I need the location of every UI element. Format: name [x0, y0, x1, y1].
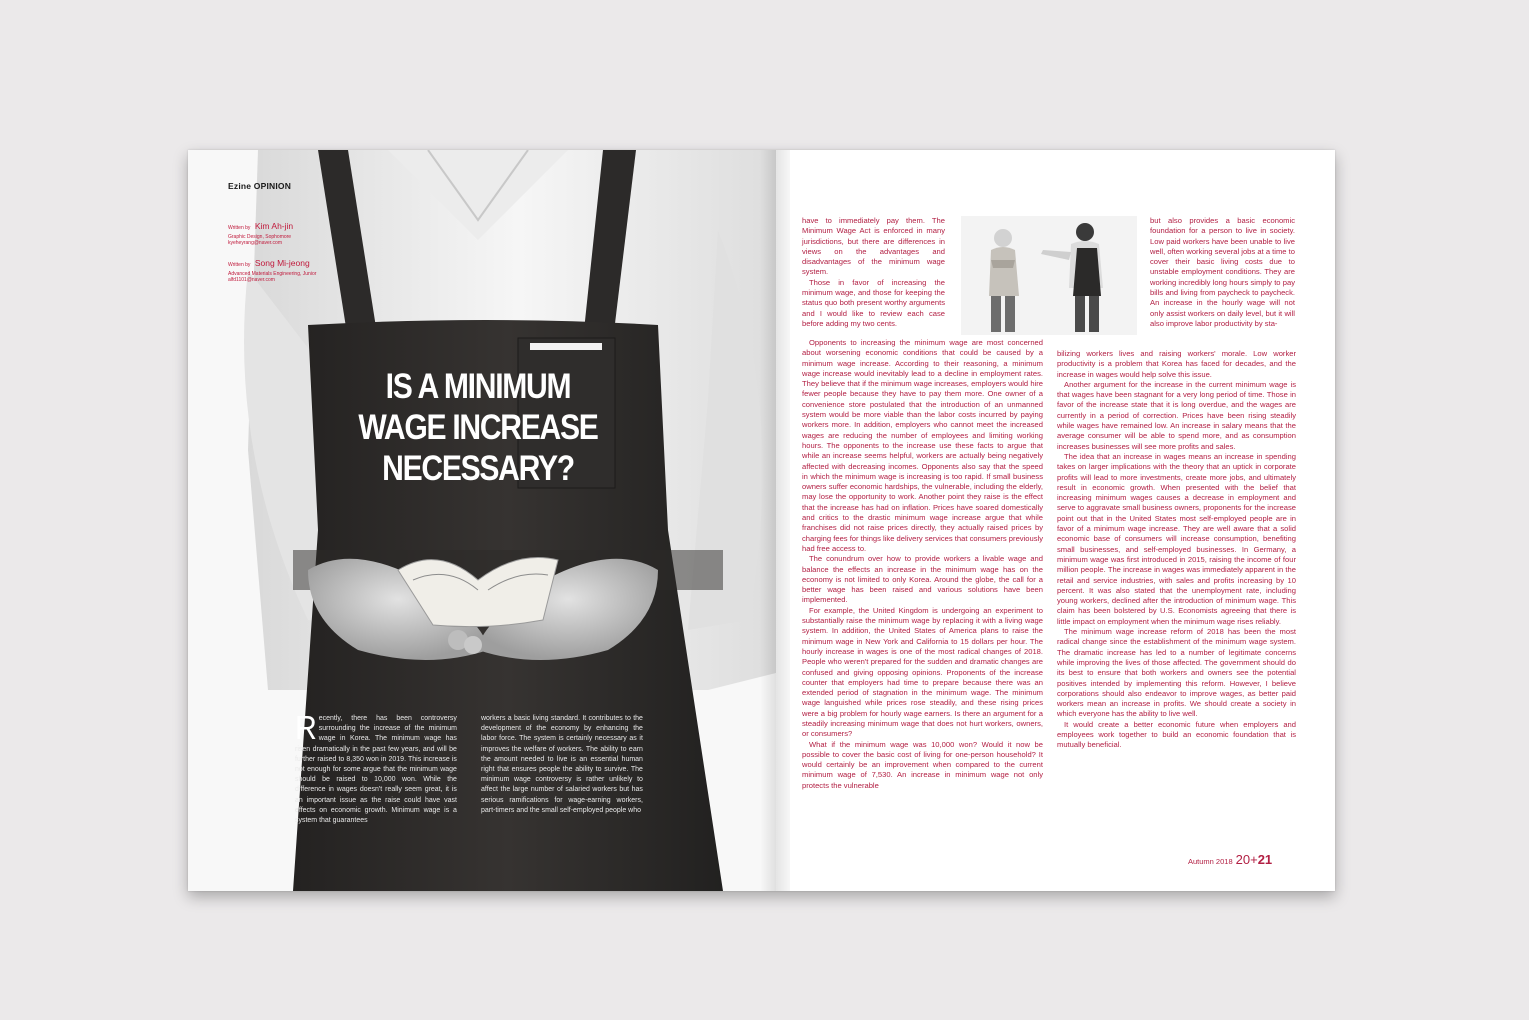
article-headline	[349, 366, 607, 489]
author-email: alfd1101@naver.com	[228, 277, 275, 283]
paragraph: have to immediately pay them. The Minimum Wage Act is enforced in many jurisdictions, but there are differences in views on the advantages and disadvantages of the minimum wage system.	[802, 216, 945, 277]
credit-item	[228, 216, 316, 246]
body-column-1	[802, 338, 1043, 791]
page-number-left: 20	[1235, 852, 1251, 867]
page-number-right: 21	[1257, 852, 1273, 867]
drop-cap: R	[295, 709, 317, 746]
credit-item	[228, 253, 316, 283]
paragraph: The minimum wage increase reform of 2018 has been the most radical change since the establishment of the minimum wage system. The dramatic increase has led to a number of legitimate concerns while improving the lives of those affected. The government should do its best to ensure that both workers and owners see the potential positives intended by implementing this reform. However, I believe corporations should also endeavor to improve wages, as better paid workers mean an increase in profits. We should create a society in which everyone has the ability to live well.	[1057, 627, 1296, 719]
author-credits	[228, 216, 316, 290]
section-label: Ezine OPINION	[228, 181, 292, 191]
headline-line: NECESSARY?	[382, 449, 574, 488]
author-name: Kim Ah-jin	[254, 221, 294, 231]
paragraph: The conundrum over how to provide workers a livable wage and balance the effects an increase in the minimum wage has on the economy is not limited to only Korea. Around the globe, the call for a better wage has been raised and various solutions have been implemented.	[802, 554, 1043, 605]
intro-text: workers a basic living standard. It contributes to the development of the economy by enhancing the labor force. The system is certainly necessary as it improves the welfare of workers. The ability to earn the amount needed to live is an essential human right that ensures people the ability to survive. The minimum wage controversy is rather unlikely to affect the large number of salaried workers but has serious ramifications for wage-earning workers, part-timers and the small self-employed people who	[481, 713, 643, 814]
magazine-spread	[188, 150, 1335, 891]
argument-photo	[961, 216, 1137, 335]
paragraph: but also provides a basic economic foundation for a person to live in society. Low paid workers have been unable to live well, often working several jobs at a time to cover their basic living costs due to unstable employment conditions. They are working incredibly long hours simply to pay bills and living from paycheck to paycheck. An increase in the hourly wage will not only assist workers on daily level, but it will also improve labor productivity by sta-	[1150, 216, 1295, 328]
left-page	[188, 150, 776, 891]
paragraph: Those in favor of increasing the minimum wage, and those for keeping the status quo both present worthy arguments and I would like to review each case before adding my two cents.	[802, 277, 945, 328]
intro-text: ecently, there has been controversy surrounding the increase of the minimum wage in Korea. The minimum wage has risen dramatically in the past few years, and will be further raised to 8,350 won in 2019. This increase is not enough for some argue that the minimum wage should be raised to 10,000 won. While the difference in wages doesn't really seem great, it is an important issue as the raise could have vast effects on economic growth. Minimum wage is a system that guarantees	[295, 713, 457, 825]
page-numbers	[1236, 852, 1273, 867]
paragraph: Another argument for the increase in the current minimum wage is that wages have been stagnant for a very long period of time. Those in favor of the increase state that it is long overdue, and the wages are currently in a period of correction. Prices have been rising steadily while wages have remained low. An increase in salary means that the average consumer will be able to spend more, and as consumption increases businesses will see more profits and sales.	[1057, 379, 1296, 451]
author-dept: Advanced Materials Engineering, Junior	[228, 271, 317, 277]
paragraph: For example, the United Kingdom is undergoing an experiment to substantially raise the minimum wage by replacing it with a living wage system. In addition, the United States of America plans to raise the minimum wage in New York and California to 15 dollars per hour. The hourly increase in wages is one of the most radical changes of 2018. People who weren't prepared for the sudden and dramatic changes are confused and giving opposing opinions. Proponents of the increase counter that employers had time to prepare because there was an extended period of stagnation in the minimum wage. The minimum wage languished while prices rose steadily, and these rising prices were a big problem for hourly wage earners. Is there an argument for a steadily increasing minimum wage that does not hurt workers, owners, or consumers?	[802, 605, 1043, 739]
author-name: Song Mi-jeong	[254, 258, 310, 268]
paragraph: bilizing workers lives and raising workers' morale. Low worker productivity is a problem that Korea has faced for decades, and the increase in wages would help solve this issue.	[1057, 349, 1296, 379]
issue-season: Autumn 2018	[1188, 857, 1233, 866]
paragraph: What if the minimum wage was 10,000 won? Would it now be possible to cover the basic cost of living for one-person household? It would certainly be an improvement when compared to the current minimum wage of 7,530. An increase in minimum wage not only protects the vulnerable	[802, 739, 1043, 790]
paragraph: The idea that an increase in wages means an increase in spending takes on larger implications with the theory that an uptick in corporate profits will lead to more investments, create more jobs, and ultimately result in economic growth. When presented with the belief that increasing minimum wages causes a decrease in employment and serve to aggravate small business owners, proponents for the increase point out that in the United States most self-employed people are in favor of a minimum wage increase. They are well aware that a solid economic base of consumers will increase consumption, benefiting small businesses, and self-employed businesses. In Germany, a minimum wage was first introduced in 2015, raising the income of four million people. The increase in wages was immediately apparent in the retail and service industries, with sales and profits increasing by 10 percent. It was also stated that the unemployment rate, including young workers, declined after the introduction of minimum wage. This claim has been bolstered by U.S. Economists agreeing that there is little impact on employment when the minimum wage rises reliably.	[1057, 451, 1296, 626]
intro-column-1	[295, 709, 457, 825]
body-column-2-top	[1150, 216, 1295, 329]
page-folio	[1188, 851, 1272, 869]
paragraph: Opponents to increasing the minimum wage are most concerned about worsening economic conditions that could be caused by a minimum wage increase. According to their reasoning, a minimum wage increase would inevitably lead to a decline in employment rates. They believe that if the minimum wage increases, employers would hire fewer people because they have to pay them more. One owner of a convenience store postulated that the introduction of an unmanned system would be more viable than the labor costs incurred by paying workers more. In addition, employers who cannot meet the increased wages are reducing the number of employees and limiting working hours. The opponents to the increase use these facts to argue that while an increase seems helpful, workers are actually being negatively affected with decreasing incomes. Opponents also say that the speed in which the minimum wage is increasing is too rapid. If small business owners suffer economic hardships, the vulnerable, including the elderly, may lose the opportunity to work. Another point they raise is the effect that the increase has had on inflation. Prices have soared domestically and critics to the drastic minimum wage increase argue that while franchises did not raise prices directly, they actually raised prices by charging fees for things like delivery services that consumers previously had free access to.	[802, 338, 1043, 553]
page-number-plus: +	[1250, 852, 1258, 867]
paragraph: It would create a better economic future when employers and employees work together to build an economic foundation that is mutually beneficial.	[1057, 719, 1296, 750]
credit-prefix: Written by	[228, 262, 251, 268]
body-column-1-top	[802, 216, 945, 329]
spine-gutter	[760, 150, 790, 891]
body-column-2	[1057, 349, 1296, 751]
headline-line: WAGE INCREASE	[358, 408, 598, 447]
intro-column-2	[481, 713, 643, 815]
headline-line: IS A MINIMUM	[385, 367, 571, 406]
author-dept: Graphic Design, Sophomore	[228, 234, 292, 240]
author-email: kyeheyrang@naver.com	[228, 240, 282, 246]
credit-prefix: Written by	[228, 225, 251, 231]
